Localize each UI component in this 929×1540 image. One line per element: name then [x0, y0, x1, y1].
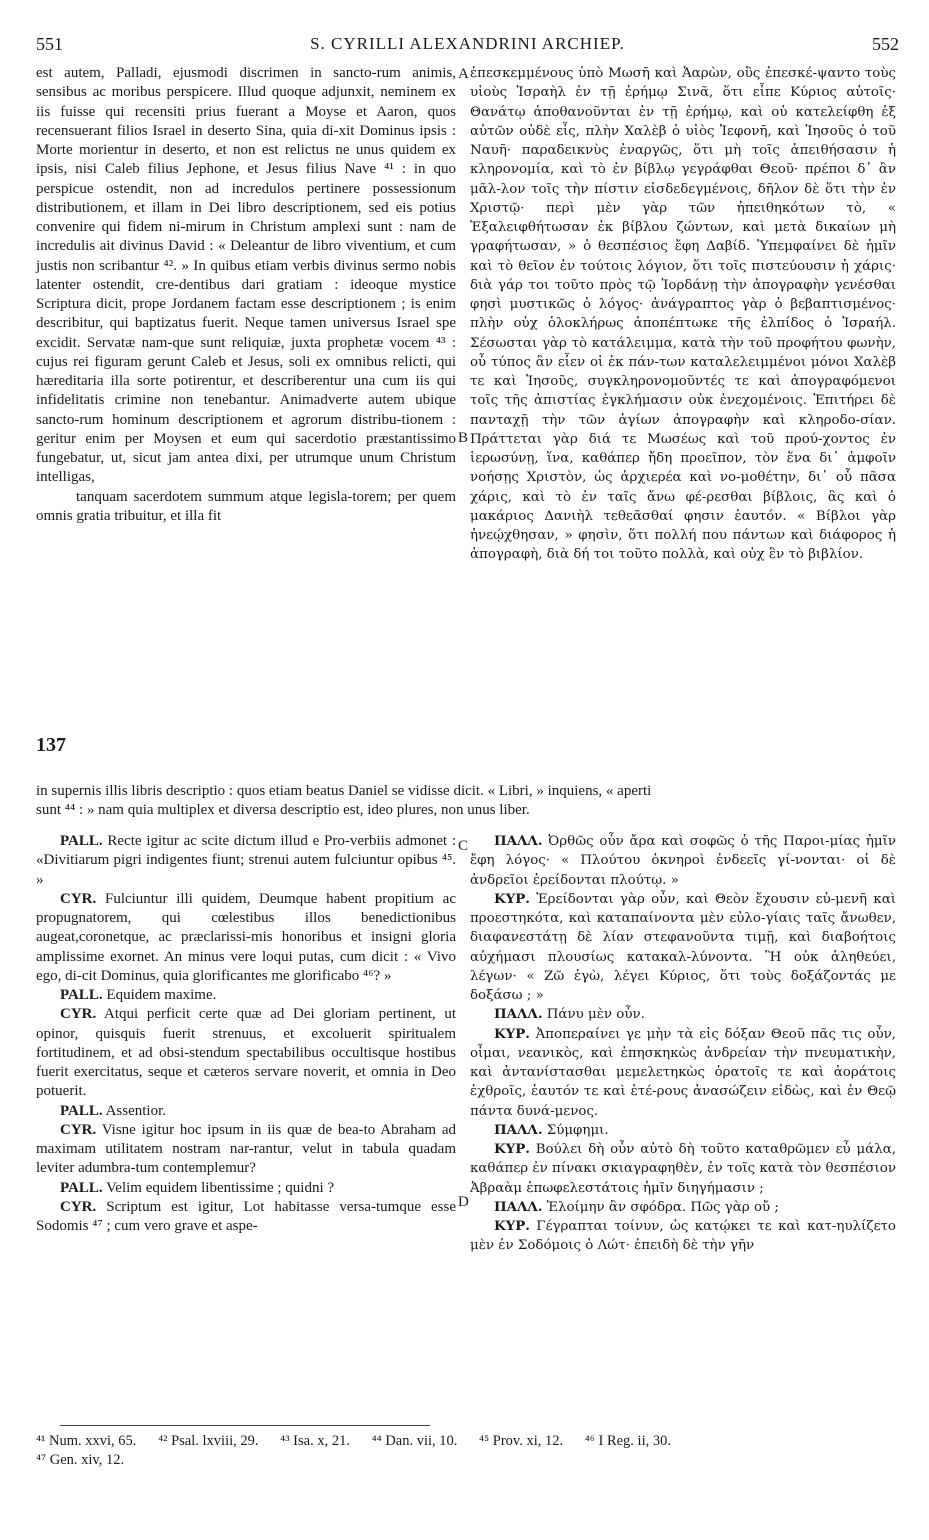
greek-dialogue-entry: ΠΑΛΛ. Πάνυ μὲν οὖν.	[494, 1006, 645, 1023]
section-marker-a: A	[458, 66, 469, 82]
page-number-right: 552	[872, 34, 899, 54]
greek-dialogue-entry: ΚΥΡ. Ἐρείδονται γὰρ οὖν, καὶ Θεὸν ἔχουσιν εὐ-μενῆ καὶ προεστηκότα, καὶ καταπαίνοντα μὲν εὐλο-γίαις ταῖς ἄνωθεν, διαφανεστάτῃ δὲ λίαν στεφανοῦντα τιμῇ, καὶ διαβοήτοις αὐχήμασι πλουσίως κατακαλ-λύνοντα. Ἢ οὐκ ἀληθεύει, λέγων· « Ζῶ ἐγὼ, λέγει Κύριος, ὅτι τοὺς δοξάζοντάς με δοξάσω ; »	[470, 890, 896, 1003]
latin-dialogue-column	[36, 832, 456, 1236]
footnote-rule	[60, 1425, 430, 1426]
footnote: ⁴³ Isa. x, 21.	[280, 1433, 350, 1449]
greek-dialogue-column	[470, 832, 896, 1256]
section-marker-b: B	[458, 430, 469, 446]
footnotes	[36, 1432, 896, 1470]
latin-dialogue-entry: PALL. Velim equidem libentissime ; quidni ?	[60, 1179, 335, 1196]
footnote: ⁴⁴ Dan. vii, 10.	[371, 1433, 458, 1449]
greek-column-top	[470, 64, 896, 565]
footnote: ⁴² Psal. lxviii, 29.	[158, 1433, 259, 1449]
greek-dialogue-entry: ΚΥΡ. Βούλει δὴ οὖν αὐτὸ δὴ τοῦτο καταθρῶμεν εὖ μάλα, καθάπερ ἐν πίνακι σκιαγραφηθὲν, ἐν τοῖς κατὰ τὸν θεσπέσιον Ἀβραὰμ ἐπωφελεστάτοις ἡμῖν διηγήμασιν ;	[470, 1141, 896, 1196]
page-number-left: 551	[36, 34, 63, 54]
page-header	[36, 34, 899, 56]
running-title: S. CYRILLI ALEXANDRINI ARCHIEP.	[310, 34, 625, 53]
section-marker-d: D	[458, 1194, 469, 1210]
greek-dialogue-entry: ΠΑΛΛ. Ὀρθῶς οὖν ἄρα καὶ σοφῶς ὁ τῆς Παροι-μίας ἡμῖν ἔφη λόγος· « Πλούτου ὀκνηροὶ ἐνδεεῖς γί-νονται· οἱ δὲ ἀνδρεῖοι ἐρείδονται πλούτῳ. »	[470, 833, 896, 888]
greek-dialogue-entry: ΠΑΛΛ. Ἑλοίμην ἂν σφόδρα. Πῶς γὰρ οὔ ;	[494, 1198, 779, 1215]
greek-paragraph-1: ἐπεσκεμμένους ὑπὸ Μωσῆ καὶ Ἀαρὼν, οὓς ἐπεσκέ-ψαντο τοὺς υἱοὺς Ἰσραὴλ ἐν τῇ ἐρήμῳ Σινᾶ, ὅτι εἶπε Κύριος αὐτοῖς· Θανάτῳ ἀποθανοῦνται ἐν τῇ ἐρήμῳ, καὶ οὐ κατελείφθη ἐξ αὐτῶν οὐδὲ εἷς, πλὴν Χαλὲβ ὁ υἱὸς Ἰεφονῆ, καὶ Ἰησοῦς ὁ τοῦ Ναυῆ· παραδεικνὺς ἐναργῶς, ὅτι μὴ τοῖς ἀπειθήσασιν ἡ κληρονομία, καὶ τὸ ἐν βίβλῳ γεγράφθαι Θεοῦ· πρέποι δ᾽ ἂν μᾶλ-λον τοῖς τὴν πίστιν εἰσδεδεγμένοις, δῆλον δὲ ὅτι τὴν ἐν Χριστῷ· περὶ μὲν γὰρ τῶν ἠπειθηκότων τὸ, « Ἐξαλειφθήτωσαν ἐκ βίβλου ζώντων, καὶ μετὰ δικαίων μὴ γραφήτωσαν, » ὁ θεσπέσιος ἔφη Δαβίδ. Ὑπεμφαίνει δὲ ἡμῖν καὶ τὸ θεῖον ἐν τούτοις λόγιον, ὅτι τοῖς πιστεύουσιν ἡ χάρις· διὰ γάρ τοι τοῦτο πρὸς τῷ Ἰορδάνῃ τὴν ἀπογραφὴν γενέσθαι φησὶ μυστικῶς ὁ λόγος· ἀνάγραπτος γὰρ ὁ βεβαπτισμένος· πλὴν οὐχ ὁλοκλήρως ἀποπέπτωκε τῆς ἐλπίδος ὁ Ἰσραήλ. Σέσωσται γὰρ τὸ κατάλειμμα, κατὰ τὴν τοῦ προφήτου φωνὴν, οὗ τύπος ἂν εἶεν οἱ ἐκ πάν-των καταλελειμμένοι μόνοι Χαλὲβ τε καὶ Ἰησοῦς, συγκληρονομοῦντές τε καὶ ἀπογραφόμενοι τοῖς τῆς ἀπιστίας ἐγκλήμασιν οὐκ ἐνεχομένοις. Ἐπιτήρει δὲ πανταχῇ τὴν τῶν ἁγίων ἀπογραφὴν καὶ κληροδο-σίαν. Πράττεται γὰρ διά τε Μωσέως καὶ τοῦ πρού-χοντος ἐν ἱερωσύνῃ, ἵνα, καθάπερ ἤδη προεῖπον, τὸν ἕνα δι᾽ ἀμφοῖν νοήσῃς Χριστὸν, ὡς ἀρχιερέα καὶ νο-μοθέτην, δι᾽ οὗ πᾶσα χάρις, καὶ τὸ ἐν ταῖς ἄνω φέ-ρεσθαι βίβλοις, ἃς καὶ ὁ μακάριος Δανιὴλ τεθεᾶσθαί φησιν ἑαυτόν. « Βίβλοι γὰρ ἠνεῴχθησαν, » φησὶν, ὅτι πολλή που πάντων καὶ διάφορος ἡ ἀπογραφὴ, διὰ δή τοι τοῦτο πολλὰ, καὶ οὐχ ἓν τὸ βιβλίον.	[470, 66, 896, 563]
footnote: ⁴⁵ Prov. xi, 12.	[479, 1433, 564, 1449]
footnote: ⁴⁶ I Reg. ii, 30.	[584, 1433, 671, 1449]
column-number: 137	[36, 734, 66, 756]
latin-dialogue-entry: CYR. Fulciuntur illi quidem, Deumque habent propitium ac propugnatorem, qui cœlestibus illos benedictionibus augeat,coronetque, ac præclarissi-mis honoribus et insigni gloria amplissime exornet. An minus vere loqui putas, cum dicit : « Vivo ego, di-cit Dominus, quia glorificantes me glorificabo ⁴⁶? »	[36, 890, 456, 984]
latin-column-top	[36, 64, 456, 526]
footnote-line-1	[36, 1432, 896, 1451]
latin-dialogue-entry: CYR. Scriptum est igitur, Lot habitasse versa-tumque esse Sodomis ⁴⁷ ; cum vero grave et aspe-	[36, 1198, 456, 1234]
latin-dialogue-entry: CYR. Atqui perficit certe quæ ad Dei gloriam pertinent, ut opinor, quisquis fuerit strenuus, et excoluerit spiritualem fortitudinem, et ad obsi-stendum spectabilibus occultisque hostibus fuerit exercitatus, seque et cæteros servare noverit, et omnia in Deo potuerit.	[36, 1006, 456, 1100]
footnote-line-2	[36, 1451, 896, 1470]
full-width-line-1: in supernis illis libris descriptio : quos etiam beatus Daniel se vidisse dicit. « Libri, » inquiens, « aperti	[36, 783, 652, 799]
latin-dialogue-entry: PALL. Assentior.	[60, 1102, 166, 1119]
latin-dialogue-entry: PALL. Equidem maxime.	[60, 987, 217, 1003]
full-width-line-2: sunt ⁴⁴ : » nam quia multiplex et diversa descriptio est, ideo plures, non unus liber.	[36, 802, 530, 819]
latin-paragraph-2: tanquam sacerdotem summum atque legisla-torem; per quem omnis gratia tribuitur, et illa fit	[36, 488, 456, 524]
latin-dialogue-entry: CYR. Visne igitur hoc ipsum in iis quæ de bea-to Abraham ad maximam utilitatem nostram nar-rantur, velut in tabula quadam leviter adumbra-tum contemplemur?	[36, 1121, 456, 1177]
footnote: ⁴¹ Num. xxvi, 65.	[36, 1433, 137, 1449]
greek-dialogue-entry: ΚΥΡ. Ἀποπεραίνει γε μὴν τὰ εἰς δόξαν Θεοῦ πᾶς τις οὖν, οἶμαι, νεανικὸς, καὶ ἐπησκηκὼς ἀνδρείαν τὴν πνευματικὴν, καὶ ἀντανίστασθαι μεμελετηκὼς ὁρατοῖς τε καὶ ἀοράτοις ἐχθροῖς, ἑαυτόν τε καὶ ἑτέ-ρους ἀνασώζειν εἰδὼς, καὶ ἐν Θεῷ πάντα δυνά-μενος.	[470, 1025, 896, 1119]
latin-dialogue-entry: PALL. Recte igitur ac scite dictum illud e Pro-verbiis admonet : «Divitiarum pigri indigentes fiunt; strenui autem fulciuntur opibus ⁴⁵. »	[36, 833, 456, 888]
full-width-lines	[36, 782, 896, 821]
footnote: ⁴⁷ Gen. xiv, 12.	[36, 1452, 125, 1468]
latin-paragraph-1: est autem, Palladi, ejusmodi discrimen in sancto-rum animis, sensibus ac moribus perspicere. Illud quoque adjunxit, neminem ex iis fuisse qui recensiti prius fuerant a Moyse et Aaron, quos recensuerant filios Israel in deserto Sina, quia di-xit Dominus ipsis : Morte morientur in deserto, et non est relictus ne unus quidem ex ipsis, nisi Caleb filius Jephone, et Jesus filius Nave ⁴¹ : in quo perspicue ostendit, non ad incredulos pertinere possessionum distributionem, et illam in Dei libro descriptionem, sed eis potius convenire qui fidem ni-mirum in Christum amplexi sunt : nam de incredulis ait divinus David : « Deleantur de libro viventium, et cum justis non scribantur ⁴². » In quibus etiam verbis divinus sermo nobis latenter ostendit, cre-dentibus dari gratiam : ideoque mystice Scriptura dicit, prope Jordanem factam esse descriptionem ; is enim describitur, qui baptizatus fuerit. Neque tamen universus Israel spe excidit. Servatæ nam-que sunt reliquiæ, juxta prophetæ vocem ⁴³ : cujus rei figuram gerunt Caleb et Jesus, soli ex omnibus relicti, qui hæreditaria illa sorte potirentur, et describerentur una cum iis qui infidelitatis crimine non tenebantur. Animadverte autem ubique sancto-rum hominum descriptionem et agrorum distribu-tionem : geritur enim per Moysen et eum qui sacerdotio præstantissimo fungebatur, ut, sicut jam antea dixi, per utrumque unum Christum intelligas,	[36, 65, 456, 486]
greek-dialogue-entry: ΚΥΡ. Γέγραπται τοίνυν, ὡς κατῴκει τε καὶ κατ-ηυλίζετο μὲν ἐν Σοδόμοις ὁ Λώτ· ἐπειδὴ δὲ τὴν γῆν	[470, 1218, 896, 1254]
greek-dialogue-entry: ΠΑΛΛ. Σύμφημι.	[494, 1121, 609, 1138]
section-marker-c: C	[458, 838, 469, 854]
